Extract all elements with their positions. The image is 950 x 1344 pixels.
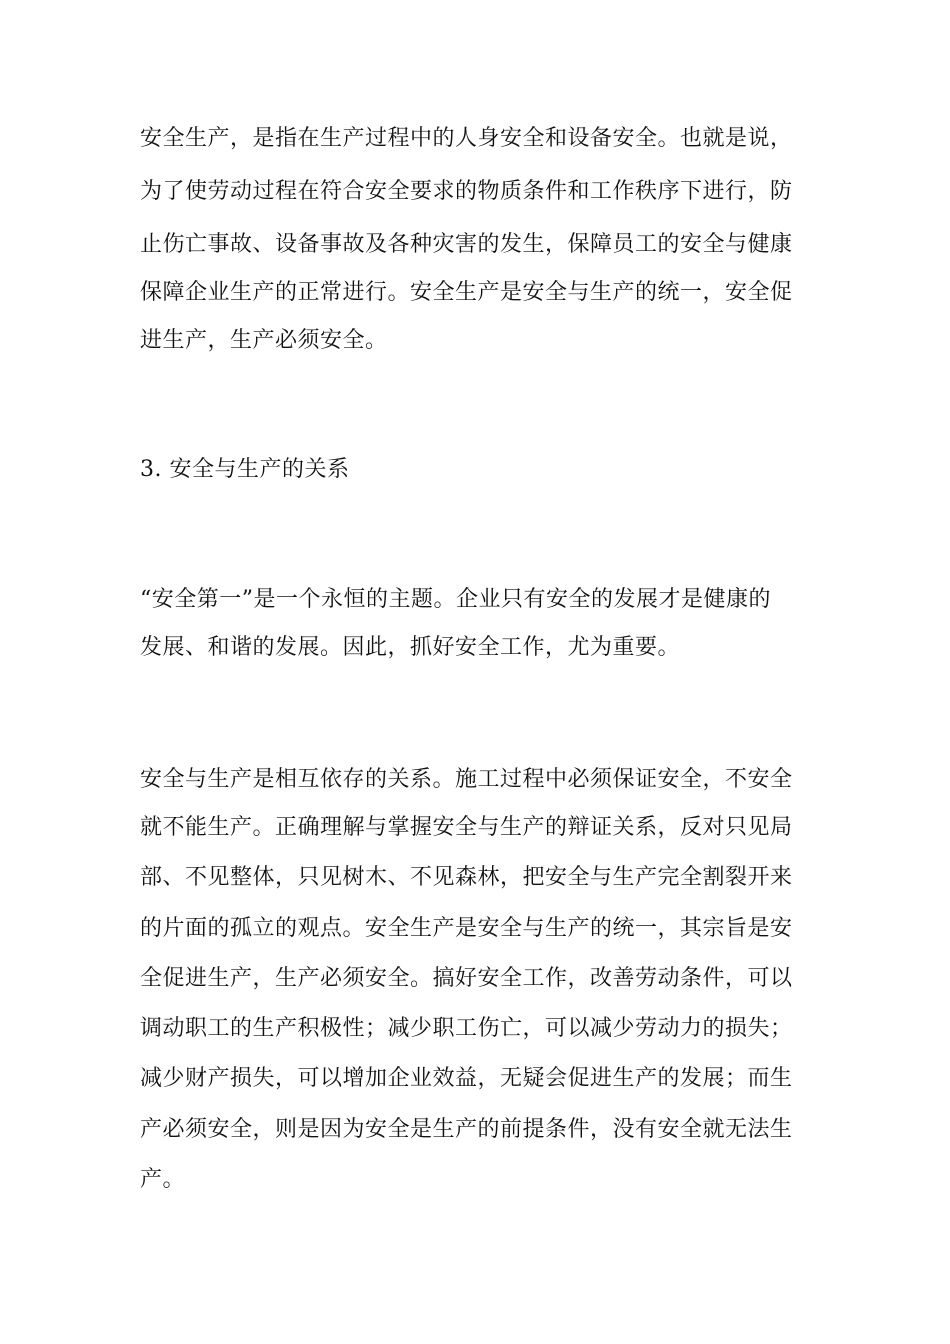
paragraph-3-line-3: 部、不见整体，只见树木、不见森林，把安全与生产完全割裂开来 (140, 865, 793, 890)
section-heading: 3. 安全与生产的关系 (140, 457, 350, 482)
paragraph-1-line-3: 止伤亡事故、设备事故及各种灾害的发生，保障员工的安全与健康 (140, 232, 793, 257)
paragraph-3-line-5: 全促进生产，生产必须安全。搞好安全工作，改善劳动条件，可以 (140, 966, 793, 991)
paragraph-3-line-1: 安全与生产是相互依存的关系。施工过程中必须保证安全，不安全 (140, 767, 793, 792)
paragraph-3-line-9: 产。 (140, 1167, 186, 1192)
paragraph-1-line-1: 安全生产，是指在生产过程中的人身安全和设备安全。也就是说， (140, 126, 793, 151)
paragraph-3-line-6: 调动职工的生产积极性；减少职工伤亡，可以减少劳动力的损失； (140, 1016, 793, 1041)
paragraph-3-line-4: 的片面的孤立的观点。安全生产是安全与生产的统一，其宗旨是安 (140, 916, 793, 941)
paragraph-2-line-2: 发展、和谐的发展。因此，抓好安全工作，尤为重要。 (140, 635, 681, 660)
paragraph-2-line-1: “安全第一”是一个永恒的主题。企业只有安全的发展才是健康的 (140, 587, 771, 612)
paragraph-3-line-7: 减少财产损失，可以增加企业效益，无疑会促进生产的发展；而生 (140, 1066, 793, 1091)
paragraph-1-line-5: 进生产，生产必须安全。 (140, 328, 388, 353)
paragraph-3-line-8: 产必须安全，则是因为安全是生产的前提条件，没有安全就无法生 (140, 1117, 793, 1142)
paragraph-1-line-4: 保障企业生产的正常进行。安全生产是安全与生产的统一，安全促 (140, 280, 793, 305)
paragraph-3-line-2: 就不能生产。正确理解与掌握安全与生产的辩证关系，反对只见局 (140, 815, 793, 840)
paragraph-1-line-2: 为了使劳动过程在符合安全要求的物质条件和工作秩序下进行，防 (140, 179, 793, 204)
